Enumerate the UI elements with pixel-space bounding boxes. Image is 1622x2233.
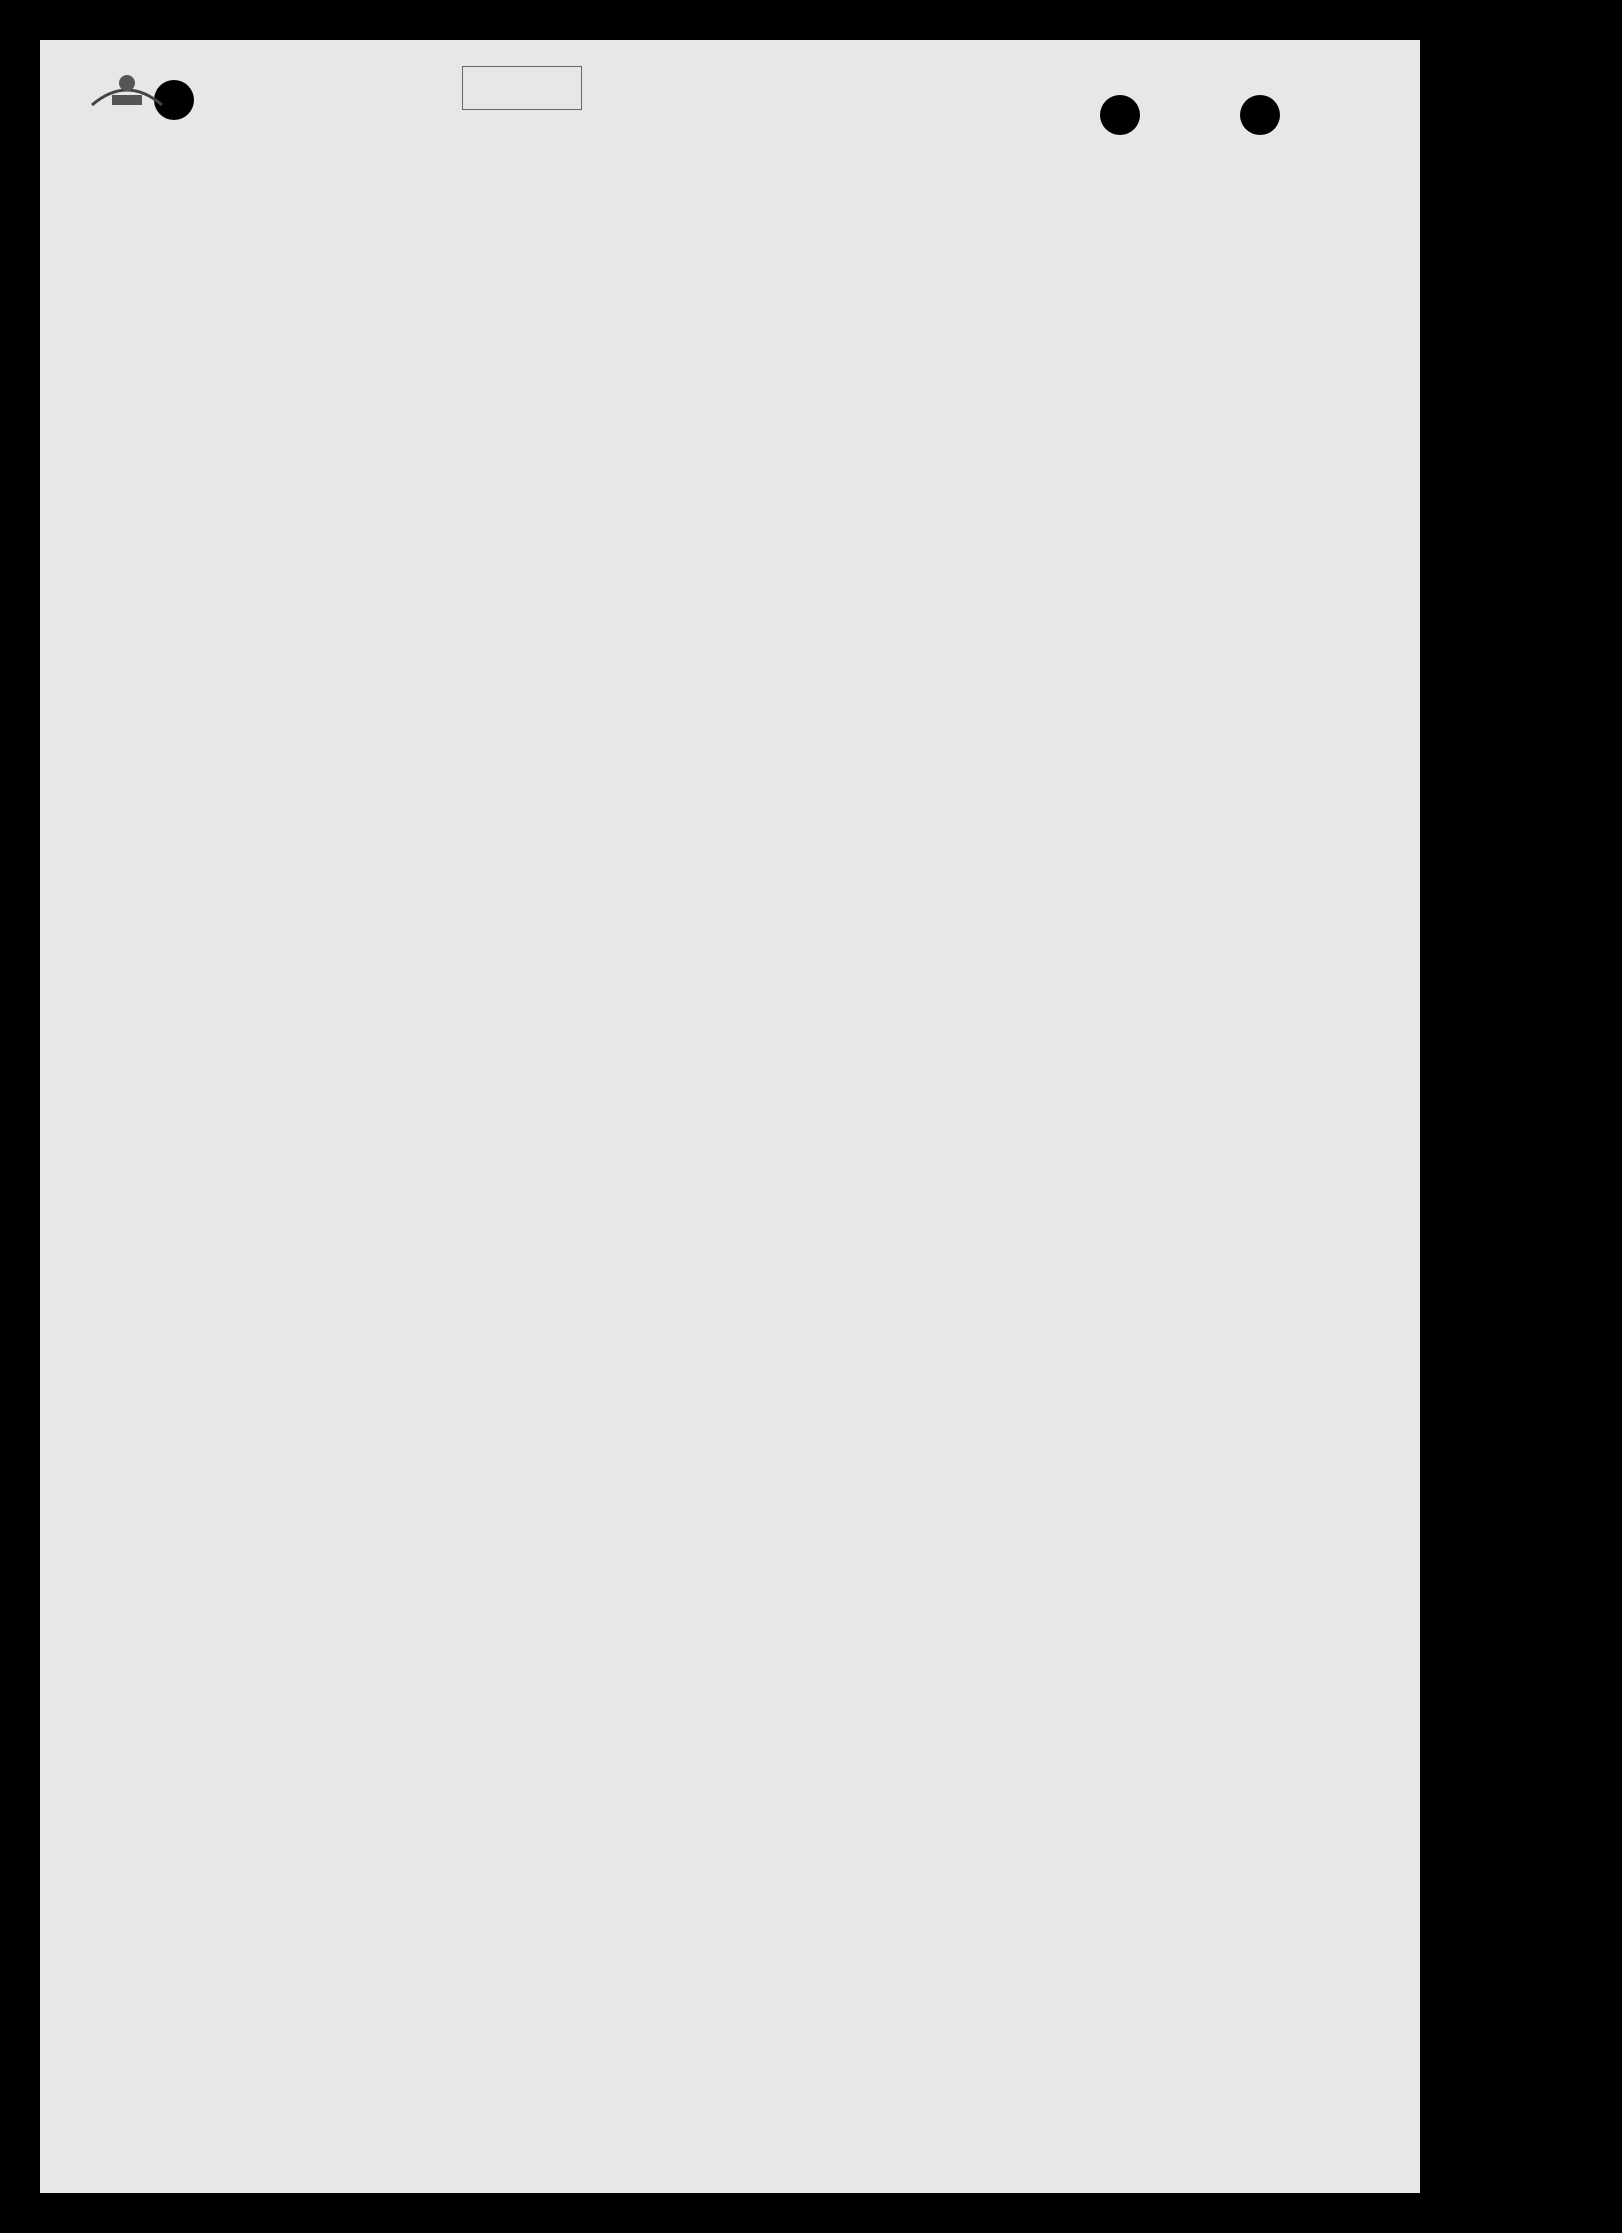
table-grid bbox=[40, 40, 1420, 2193]
manifest-sheet bbox=[40, 40, 1420, 2193]
